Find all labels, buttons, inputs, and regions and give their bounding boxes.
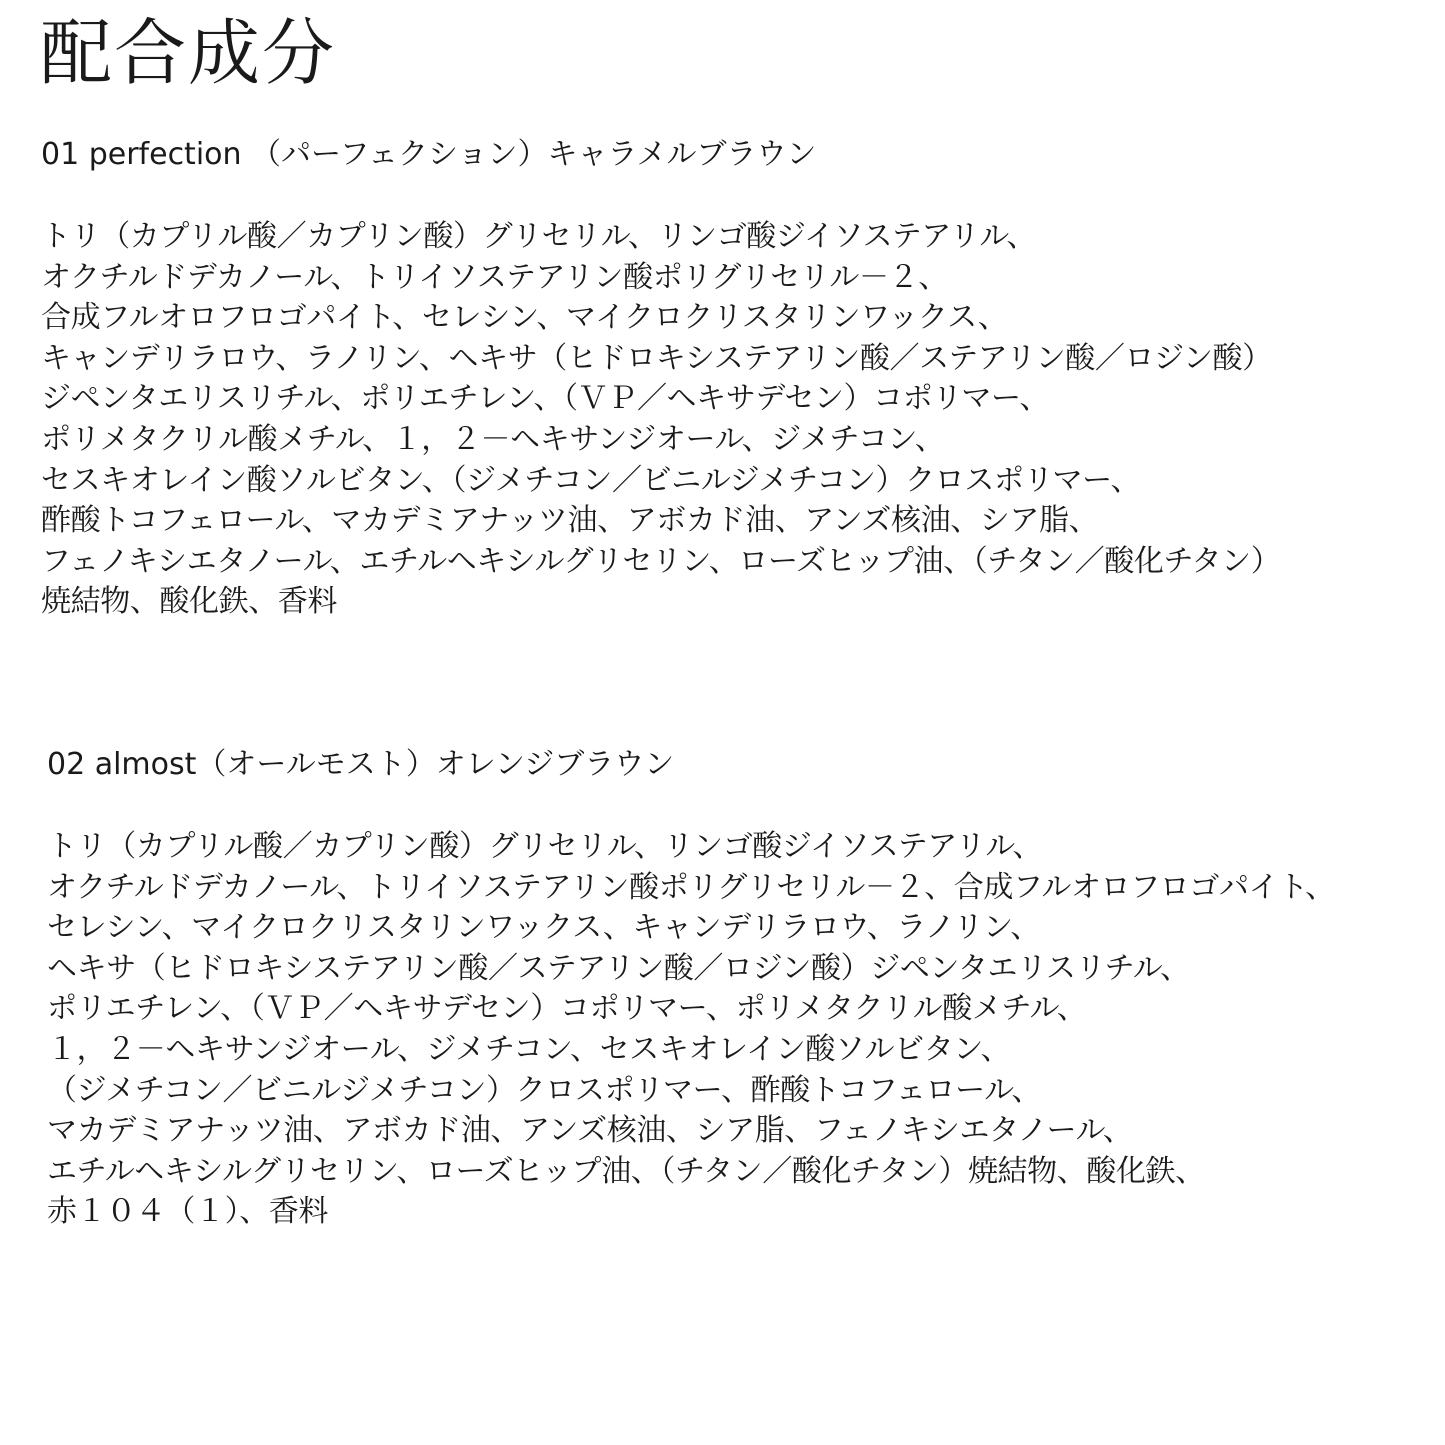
ingredient-line: 酢酸トコフェロール、マカデミアナッツ油、アボカド油、アンズ核油、シア脂、 [41,503,1099,539]
page-title: 配合成分 [40,11,337,95]
ingredient-line: フェノキシエタノール、エチルヘキシルグリセリン、ローズヒップ油、（チタン／酸化チタン） [41,543,1281,579]
ingredient-line: オクチルドデカノール、トリイソステアリン酸ポリグリセリル－２、合成フルオロフロゴパイト、 [47,869,1335,905]
ingredient-line: マカデミアナッツ油、アボカド油、アンズ核油、シア脂、フェノキシエタノール、 [47,1113,1133,1149]
ingredient-line: ヘキサ（ヒドロキシステアリン酸／ステアリン酸／ロジン酸）ジペンタエリスリチル、 [47,950,1190,986]
ingredient-line: 合成フルオロフロゴパイト、セレシン、マイクロクリスタリンワックス、 [41,300,1008,336]
ingredient-list [41,217,1436,623]
ingredient-line: 焼結物、酸化鉄、香料 [41,584,337,620]
ingredient-line: トリ（カプリル酸／カプリン酸）グリセリル、リンゴ酸ジイソステアリル、 [47,829,1042,864]
ingredient-line: エチルヘキシルグリセリン、ローズヒップ油、（チタン／酸化チタン）焼結物、酸化鉄、 [47,1153,1205,1189]
ingredient-line: オクチルドデカノール、トリイソステアリン酸ポリグリセリル－２、 [41,259,948,295]
ingredient-line: セレシン、マイクロクリスタリンワックス、キャンデリラロウ、ラノリン、 [47,910,1040,946]
ingredient-line: トリ（カプリル酸／カプリン酸）グリセリル、リンゴ酸ジイソステアリル、 [41,219,1036,254]
ingredient-line: セスキオレイン酸ソルビタン、（ジメチコン／ビニルジメチコン）クロスポリマー、 [41,462,1141,498]
ingredient-line: ポリエチレン、（ＶＰ／ヘキサデセン）コポリマー、ポリメタクリル酸メチル、 [47,991,1087,1027]
ingredient-list [47,827,1437,1233]
product-heading: 02 almost（オールモスト）オレンジブラウン [47,747,675,782]
ingredient-line: キャンデリラロウ、ラノリン、ヘキサ（ヒドロキシステアリン酸／ステアリン酸／ロジン酸） [41,340,1272,376]
ingredient-line: （ジメチコン／ビニルジメチコン）クロスポリマー、酢酸トコフェロール、 [47,1072,1041,1108]
ingredient-line: ジペンタエリスリチル、ポリエチレン、（ＶＰ／ヘキサデセン）コポリマー、 [41,381,1049,417]
product-section-almost [47,745,1437,1233]
product-heading: 01 perfection （パーフェクション）キャラメルブラウン [41,137,817,172]
ingredient-line: 赤１０４（１）、香料 [47,1194,328,1230]
ingredient-line: ポリメタクリル酸メチル、１，２－ヘキサンジオール、ジメチコン、 [41,421,945,457]
product-section-perfection [41,135,1436,623]
ingredient-line: １，２－ヘキサンジオール、ジメチコン、セスキオレイン酸ソルビタン、 [47,1031,1011,1067]
